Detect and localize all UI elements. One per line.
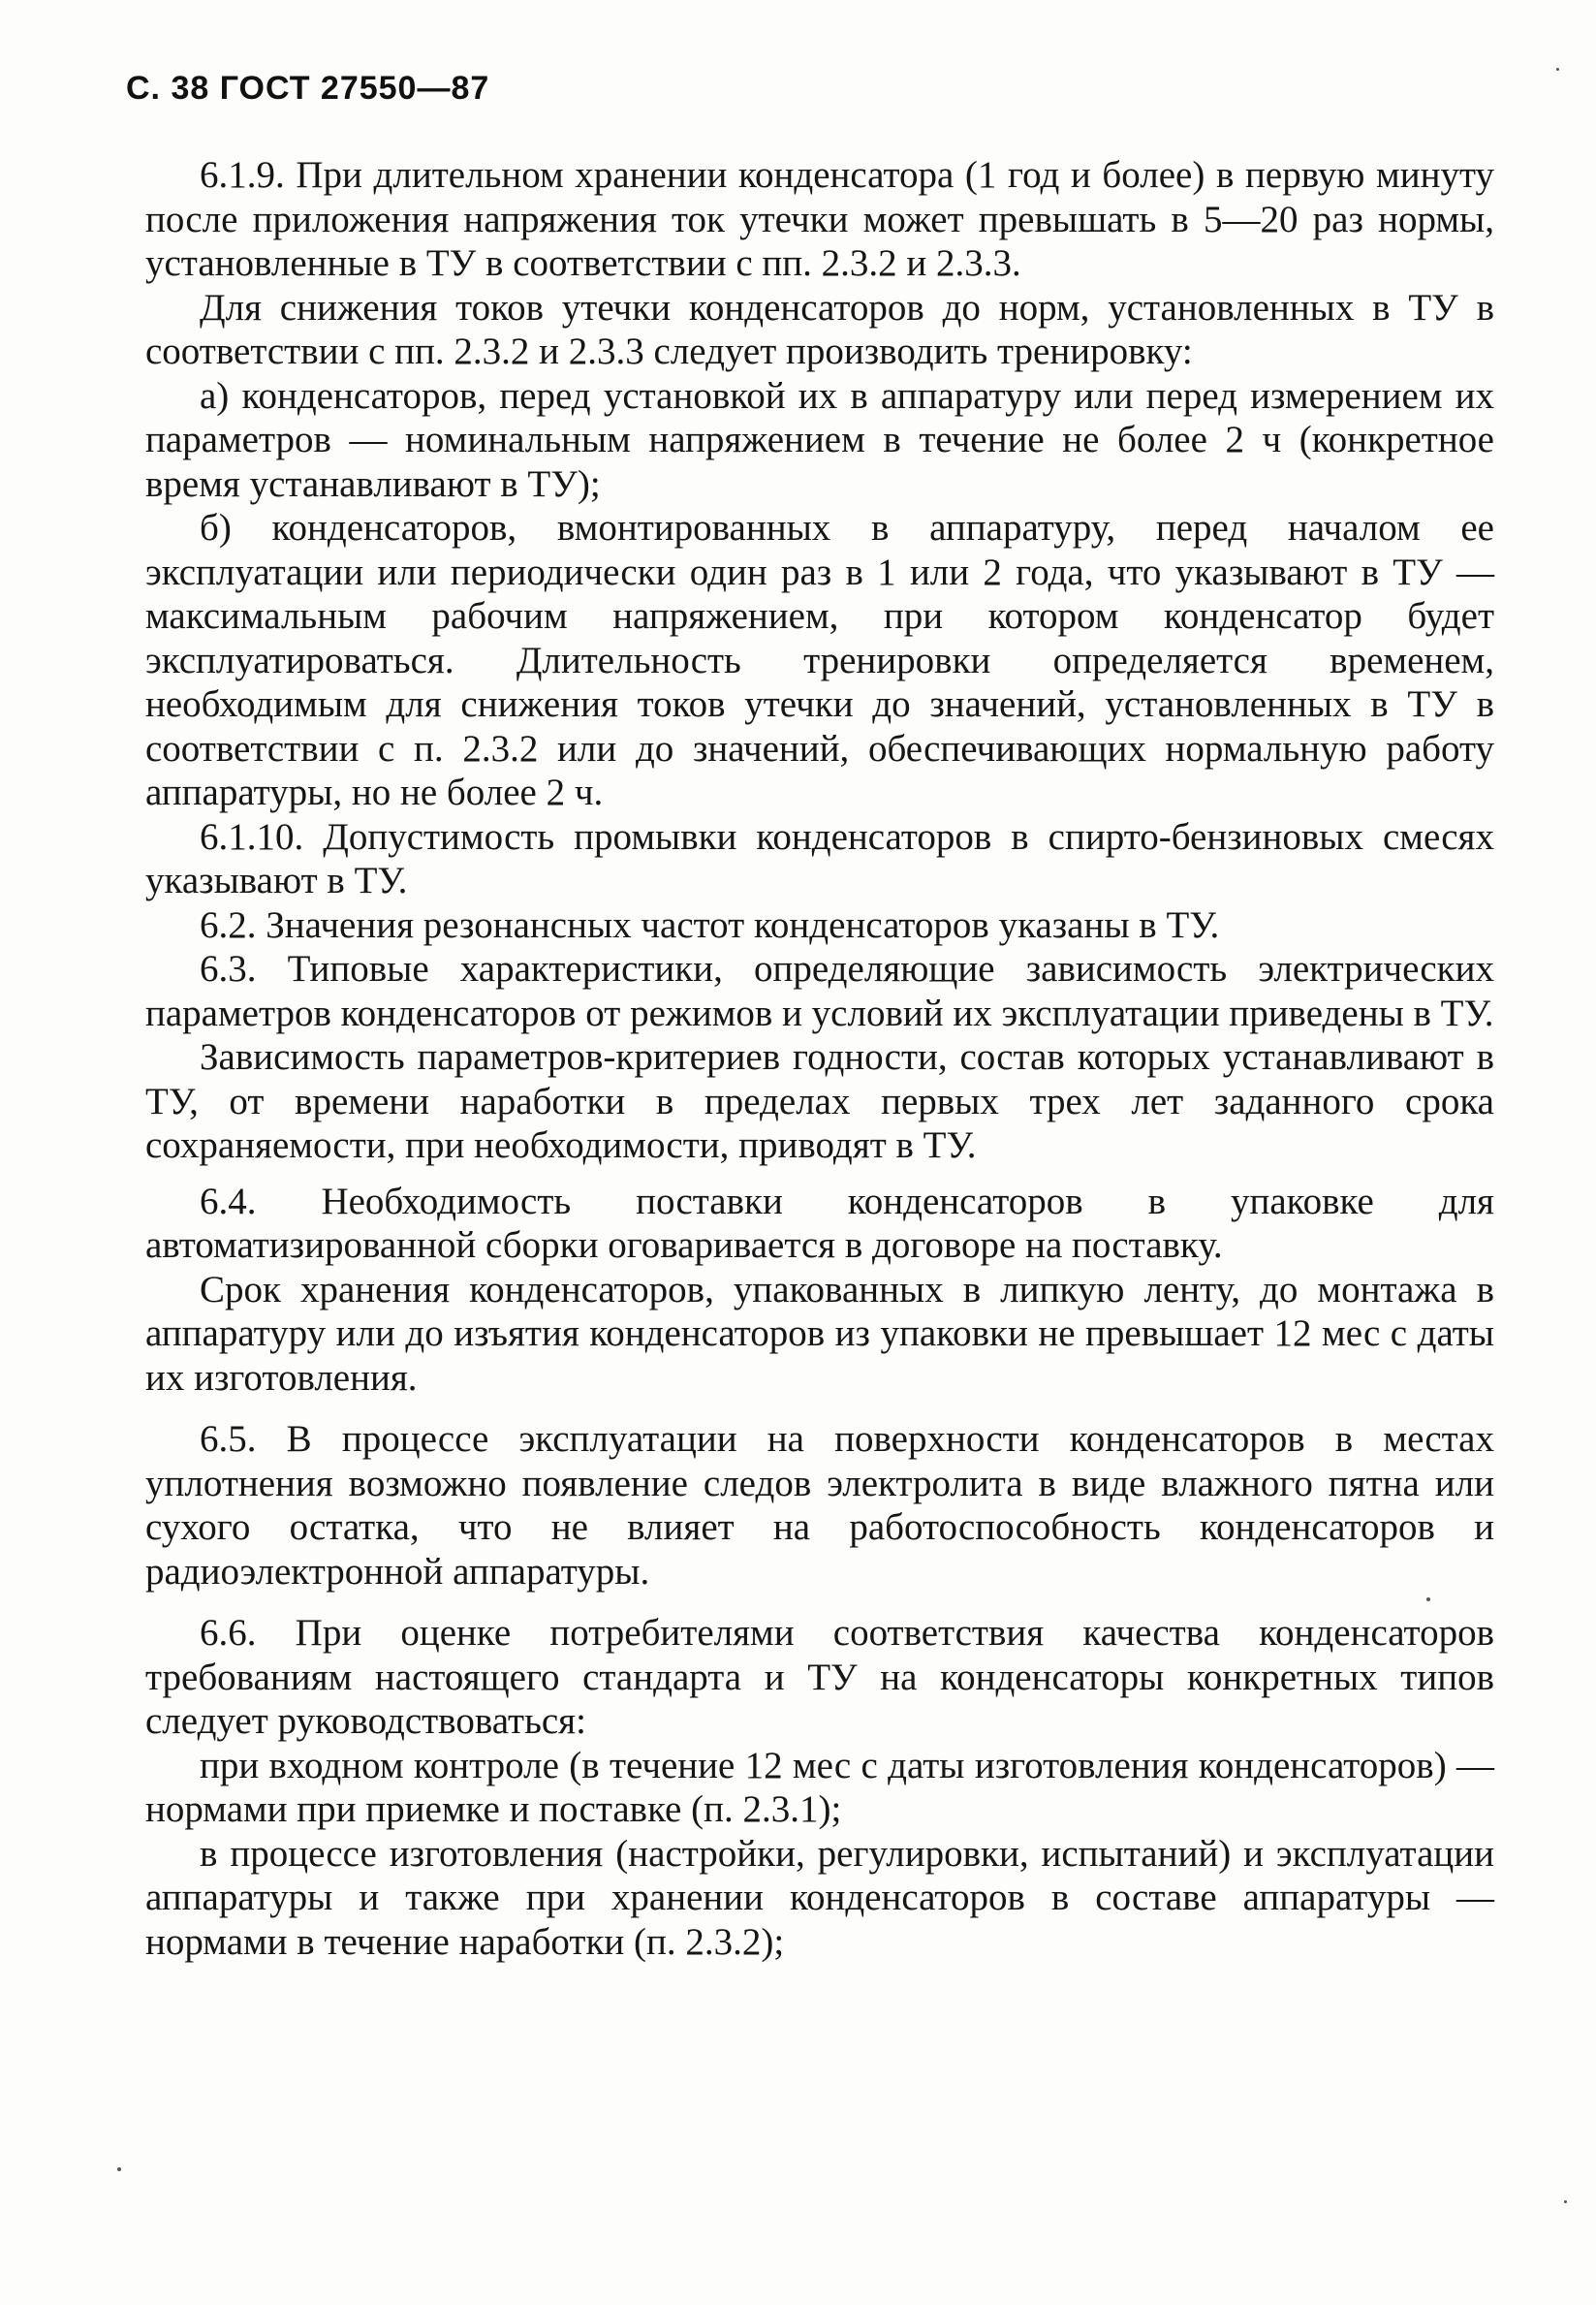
list-item-input-control: при входном контроле (в течение 12 мес с даты изготовления конденсаторов) — нормами при приемке и поставке (п. 2.3.1); [145, 1744, 1494, 1830]
paragraph-6-5: 6.5. В процессе эксплуатации на поверхности конденсаторов в местах уплотнения возможно появление следов электролита в виде влажного пятна или сухого остатка, что не влияет на работоспособность конденсаторов и радиоэлектронной аппаратуры. [145, 1418, 1494, 1593]
paragraph-6-4: 6.4. Необходимость поставки конденсаторов в упаковке для автоматизированной сборки оговаривается в договоре на поставку. [145, 1180, 1494, 1266]
list-item-a: а) конденсаторов, перед установкой их в аппаратуру или перед измерением их параметров — номинальным напряжением в течение не более 2 ч (конкретное время устанавливают в ТУ); [145, 374, 1494, 505]
paragraph-6-6: 6.6. При оценке потребителями соответствия качества конденсаторов требованиям настоящего стандарта и ТУ на конденсаторы конкретных типов следует руководствоваться: [145, 1612, 1494, 1742]
scan-speck [117, 2167, 121, 2171]
scan-speck [1426, 1597, 1430, 1601]
scan-speck [1556, 68, 1559, 71]
paragraph-6-2: 6.2. Значения резонансных частот конденсаторов указаны в ТУ. [200, 903, 1220, 946]
paragraph-training-intro: Для снижения токов утечки конденсаторов до норм, установленных в ТУ в соответствии с пп. 2.3.2 и 2.3.3 следует производить тренировку: [145, 286, 1494, 372]
paragraph-6-1-10: 6.1.10. Допустимость промывки конденсаторов в спирто-бензиновых смесях указывают в ТУ. [145, 815, 1494, 901]
scan-speck [1564, 2200, 1567, 2203]
list-item-b: б) конденсаторов, вмонтированных в аппаратуру, перед началом ее эксплуатации или периодически один раз в 1 или 2 года, что указывают в ТУ — максимальным рабочим напряжением, при котором конденсатор будет эксплуатироваться. Длительность тренировки определяется временем, необходимым для снижения токов утечки до значений, установленных в ТУ в соответствии с п. 2.3.2 или до значений, обеспечивающих нормальную работу аппаратуры, но не более 2 ч. [145, 507, 1494, 813]
document-body [145, 153, 1494, 1964]
page-header: С. 38 ГОСТ 27550—87 [126, 70, 490, 107]
paragraph-6-3: 6.3. Типовые характеристики, определяющие зависимость электрических параметров конденсаторов от режимов и условий их эксплуатации приведены в ТУ. [145, 948, 1494, 1034]
paragraph-6-3-dependency: Зависимость параметров-критериев годности, состав которых устанавливают в ТУ, от времени наработки в пределах первых трех лет заданного срока сохраняемости, при необходимости, приводят в ТУ. [145, 1036, 1494, 1166]
paragraph-6-4-storage: Срок хранения конденсаторов, упакованных в липкую ленту, до монтажа в аппаратуру или до изъятия конденсаторов из упаковки не превышает 12 мес с даты их изготовления. [145, 1268, 1494, 1399]
paragraph-6-1-9: 6.1.9. При длительном хранении конденсатора (1 год и более) в первую минуту после приложения напряжения ток утечки может превышать в 5—20 раз нормы, установленные в ТУ в соответствии с пп. 2.3.2 и 2.3.3. [145, 154, 1494, 284]
list-item-operation: в процессе изготовления (настройки, регулировки, испытаний) и эксплуатации аппаратуры и также при хранении конденсаторов в составе аппаратуры — нормами в течение наработки (п. 2.3.2); [145, 1832, 1494, 1963]
